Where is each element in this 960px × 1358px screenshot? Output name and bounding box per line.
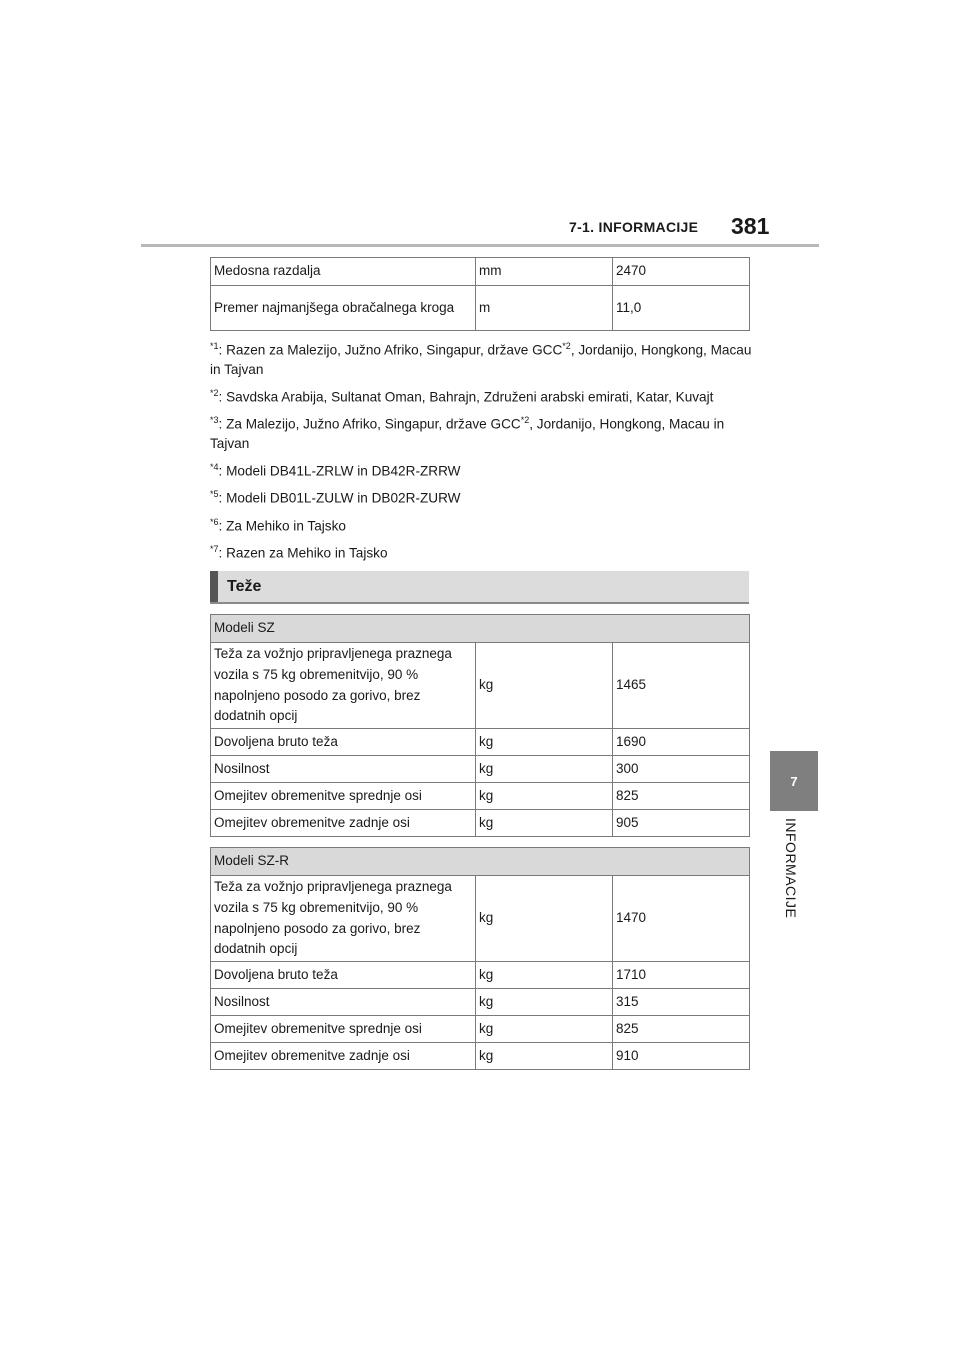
table-cell-label: Omejitev obremenitve zadnje osi <box>211 1043 476 1070</box>
chapter-title: 7-1. INFORMACIJE <box>569 219 699 235</box>
table-cell-label: Premer najmanjšega obračalnega kroga <box>211 286 476 331</box>
table-cell-value: 315 <box>613 989 750 1016</box>
table-cell-unit: kg <box>476 1043 613 1070</box>
footnote-mark: *5 <box>210 489 219 500</box>
table-heading-row <box>211 848 750 876</box>
footnote-mark: *6 <box>210 516 219 527</box>
footnote <box>210 513 755 536</box>
table-row <box>211 756 750 783</box>
table-cell-value: 910 <box>613 1043 750 1070</box>
table-row <box>211 962 750 989</box>
table-cell-unit: kg <box>476 756 613 783</box>
section-heading <box>210 571 749 604</box>
table-row <box>211 810 750 837</box>
footnote-mark: *3 <box>210 415 219 426</box>
footnote <box>210 411 755 453</box>
table-cell-unit: kg <box>476 1016 613 1043</box>
table-cell-value: 1710 <box>613 962 750 989</box>
table-heading-row <box>211 615 750 643</box>
table-cell-unit: kg <box>476 989 613 1016</box>
table-cell-label: Teža za vožnjo pripravljenega praznega vozila s 75 kg obremenitvijo, 90 % napolnjeno posodo za gorivo, brez dodatnih opcij <box>211 876 476 962</box>
dimensions-table <box>210 257 750 331</box>
table-cell-value: 905 <box>613 810 750 837</box>
footnote-mark: *7 <box>210 544 219 555</box>
footnote-text-continued: , Jordanijo, Hongkong, Macau in Tajvan <box>210 342 752 377</box>
section-accent-bar <box>210 571 218 602</box>
table-row <box>211 643 750 729</box>
chapter-tab-number: 7 <box>790 773 798 789</box>
footnote-mark: *2 <box>210 387 219 398</box>
footnote <box>210 458 755 481</box>
table-cell-label: Omejitev obremenitve zadnje osi <box>211 810 476 837</box>
weights-table-sz <box>210 614 750 837</box>
footnote-text: : Modeli DB01L-ZULW in DB02R-ZURW <box>218 490 461 506</box>
footnotes <box>210 337 755 568</box>
table-cell-value: 825 <box>613 1016 750 1043</box>
table-cell-value: 11,0 <box>613 286 750 331</box>
table-row <box>211 783 750 810</box>
footnote-text: : Za Mehiko in Tajsko <box>218 518 346 534</box>
table-row <box>211 1043 750 1070</box>
table-cell-label: Medosna razdalja <box>211 258 476 286</box>
table-cell-unit: kg <box>476 962 613 989</box>
table-row <box>211 876 750 962</box>
table-cell-label: Omejitev obremenitve sprednje osi <box>211 783 476 810</box>
table-cell-label: Nosilnost <box>211 756 476 783</box>
footnote-mark: *4 <box>210 461 219 472</box>
table-cell-unit: m <box>476 286 613 331</box>
chapter-tab-label: INFORMACIJE <box>783 818 799 919</box>
table-cell-unit: kg <box>476 729 613 756</box>
section-title: Teže <box>227 577 262 595</box>
weights-table-sz-r <box>210 847 750 1070</box>
table-cell-value: 825 <box>613 783 750 810</box>
footnote-text: : Modeli DB41L-ZRLW in DB42R-ZRRW <box>218 463 461 479</box>
table-cell-label: Dovoljena bruto teža <box>211 962 476 989</box>
footnote <box>210 540 755 563</box>
table-cell-label: Omejitev obremenitve sprednje osi <box>211 1016 476 1043</box>
table-cell-label: Nosilnost <box>211 989 476 1016</box>
footnote-text: : Za Malezijo, Južno Afriko, Singapur, države GCC <box>218 416 521 432</box>
footnote <box>210 337 755 379</box>
table-heading: Modeli SZ-R <box>211 848 750 876</box>
footnote-text-continued: , Jordanijo, Hongkong, Macau in Tajvan <box>210 416 725 451</box>
table-cell-value: 1690 <box>613 729 750 756</box>
footnote-text: : Savdska Arabija, Sultanat Oman, Bahrajn, Združeni arabski emirati, Katar, Kuvajt <box>218 389 714 405</box>
page-number: 381 <box>731 213 770 239</box>
table-cell-value: 300 <box>613 756 750 783</box>
table-cell-unit: mm <box>476 258 613 286</box>
table-cell-label: Teža za vožnjo pripravljenega praznega vozila s 75 kg obremenitvijo, 90 % napolnjeno posodo za gorivo, brez dodatnih opcij <box>211 643 476 729</box>
footnote-text: : Razen za Mehiko in Tajsko <box>218 545 388 561</box>
table-cell-value: 1470 <box>613 876 750 962</box>
footnote-text: : Razen za Malezijo, Južno Afriko, Singapur, države GCC <box>218 342 563 358</box>
footnote-mark: *1 <box>210 341 219 351</box>
table-row <box>211 258 750 286</box>
table-row <box>211 989 750 1016</box>
table-cell-unit: kg <box>476 876 613 962</box>
header-divider <box>141 244 819 247</box>
table-heading: Modeli SZ <box>211 615 750 643</box>
table-cell-unit: kg <box>476 643 613 729</box>
table-cell-label: Dovoljena bruto teža <box>211 729 476 756</box>
footnote <box>210 485 755 508</box>
chapter-tab[interactable] <box>770 751 818 811</box>
table-row <box>211 1016 750 1043</box>
footnote-reference: *2 <box>520 415 530 426</box>
table-row <box>211 286 750 331</box>
footnote <box>210 384 755 407</box>
footnote-reference: *2 <box>562 341 571 351</box>
table-row <box>211 729 750 756</box>
table-cell-value: 2470 <box>613 258 750 286</box>
table-cell-unit: kg <box>476 783 613 810</box>
table-cell-unit: kg <box>476 810 613 837</box>
table-cell-value: 1465 <box>613 643 750 729</box>
